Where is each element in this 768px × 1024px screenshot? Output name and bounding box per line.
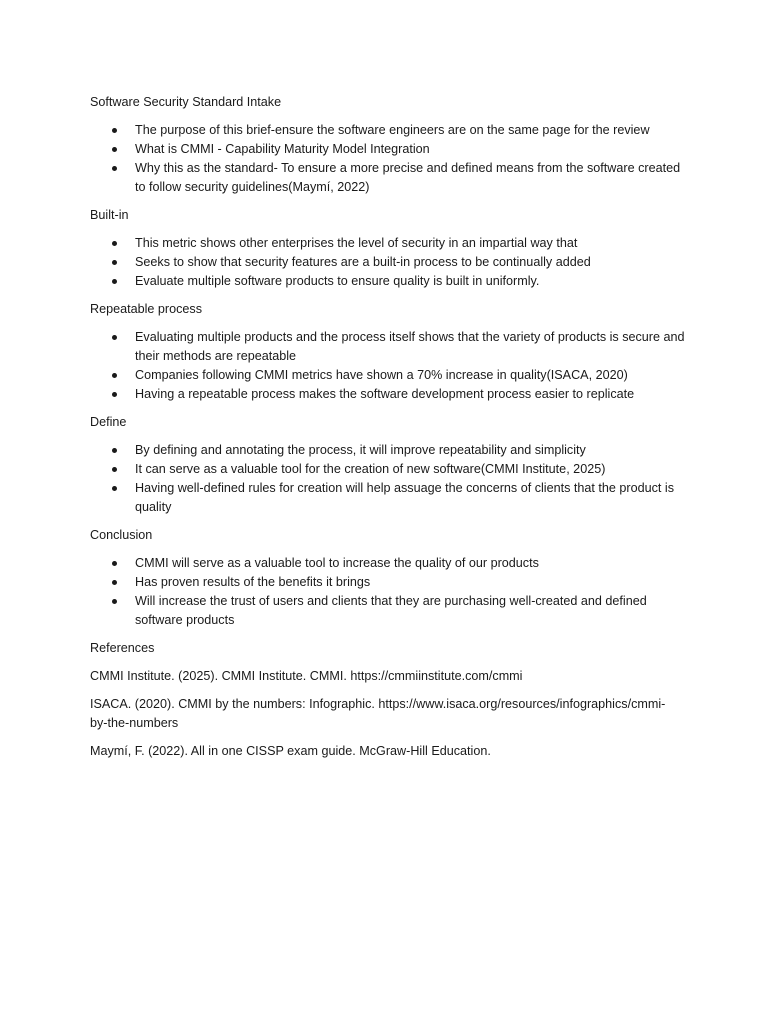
bullet-icon (112, 486, 117, 491)
list-item-text: Companies following CMMI metrics have shown a 70% increase in quality(ISACA, 2020) (135, 368, 628, 382)
list-item-text: Having well-defined rules for creation will help assuage the concerns of clients that the product is quality (135, 481, 675, 514)
bullet-icon (112, 467, 117, 472)
conclusion-bullet-list (90, 554, 690, 630)
list-item (90, 366, 690, 385)
list-item (90, 159, 690, 197)
bullet-icon (112, 373, 117, 378)
repeatable-process-bullet-list (90, 328, 690, 404)
bullet-icon (112, 147, 117, 152)
section-heading-define: Define (90, 415, 127, 429)
section-heading-repeatable-process: Repeatable process (90, 302, 203, 316)
list-item (90, 592, 690, 630)
document-title: Software Security Standard Intake (90, 95, 282, 109)
define-bullet-list (90, 441, 690, 517)
list-item (90, 328, 690, 366)
reference-entry: Maymí, F. (2022). All in one CISSP exam guide. McGraw-Hill Education. (90, 744, 491, 758)
list-item-text: Has proven results of the benefits it brings (135, 575, 371, 589)
list-item-text: Will increase the trust of users and clients that they are purchasing well-created and defined software products (135, 594, 647, 627)
list-item (90, 234, 690, 253)
list-item-text: This metric shows other enterprises the level of security in an impartial way that (135, 236, 578, 250)
bullet-icon (112, 561, 117, 566)
built-in-bullet-list (90, 234, 690, 291)
list-item (90, 554, 690, 573)
list-item-text: By defining and annotating the process, it will improve repeatability and simplicity (135, 443, 586, 457)
list-item (90, 385, 690, 404)
section-heading-conclusion: Conclusion (90, 528, 153, 542)
bullet-icon (112, 335, 117, 340)
intro-bullet-list (90, 121, 690, 197)
list-item (90, 140, 690, 159)
bullet-icon (112, 392, 117, 397)
list-item (90, 253, 690, 272)
list-item-text: Evaluate multiple software products to ensure quality is built in uniformly. (135, 274, 540, 288)
list-item-text: Why this as the standard- To ensure a more precise and defined means from the software created to follow security guidelines(Maymí, 2022) (135, 161, 681, 194)
list-item (90, 573, 690, 592)
list-item-text: What is CMMI - Capability Maturity Model Integration (135, 142, 430, 156)
list-item-text: The purpose of this brief-ensure the software engineers are on the same page for the review (135, 123, 650, 137)
bullet-icon (112, 128, 117, 133)
list-item (90, 479, 690, 517)
bullet-icon (112, 580, 117, 585)
list-item (90, 441, 690, 460)
section-heading-built-in: Built-in (90, 208, 129, 222)
list-item (90, 460, 690, 479)
bullet-icon (112, 448, 117, 453)
list-item-text: CMMI will serve as a valuable tool to increase the quality of our products (135, 556, 539, 570)
bullet-icon (112, 279, 117, 284)
reference-entry: ISACA. (2020). CMMI by the numbers: Infographic. https://www.isaca.org/resources/infographics/cmmi-by-the-numbers (90, 697, 666, 730)
bullet-icon (112, 241, 117, 246)
list-item-text: Having a repeatable process makes the software development process easier to replicate (135, 387, 635, 401)
bullet-icon (112, 166, 117, 171)
list-item (90, 121, 690, 140)
document-body (90, 93, 690, 770)
references-heading: References (90, 641, 155, 655)
reference-entry: CMMI Institute. (2025). CMMI Institute. CMMI. https://cmmiinstitute.com/cmmi (90, 669, 523, 683)
list-item-text: Evaluating multiple products and the process itself shows that the variety of products is secure and their methods are repeatable (135, 330, 685, 363)
bullet-icon (112, 260, 117, 265)
list-item-text: It can serve as a valuable tool for the creation of new software(CMMI Institute, 2025) (135, 462, 606, 476)
list-item-text: Seeks to show that security features are a built-in process to be continually added (135, 255, 591, 269)
bullet-icon (112, 599, 117, 604)
list-item (90, 272, 690, 291)
